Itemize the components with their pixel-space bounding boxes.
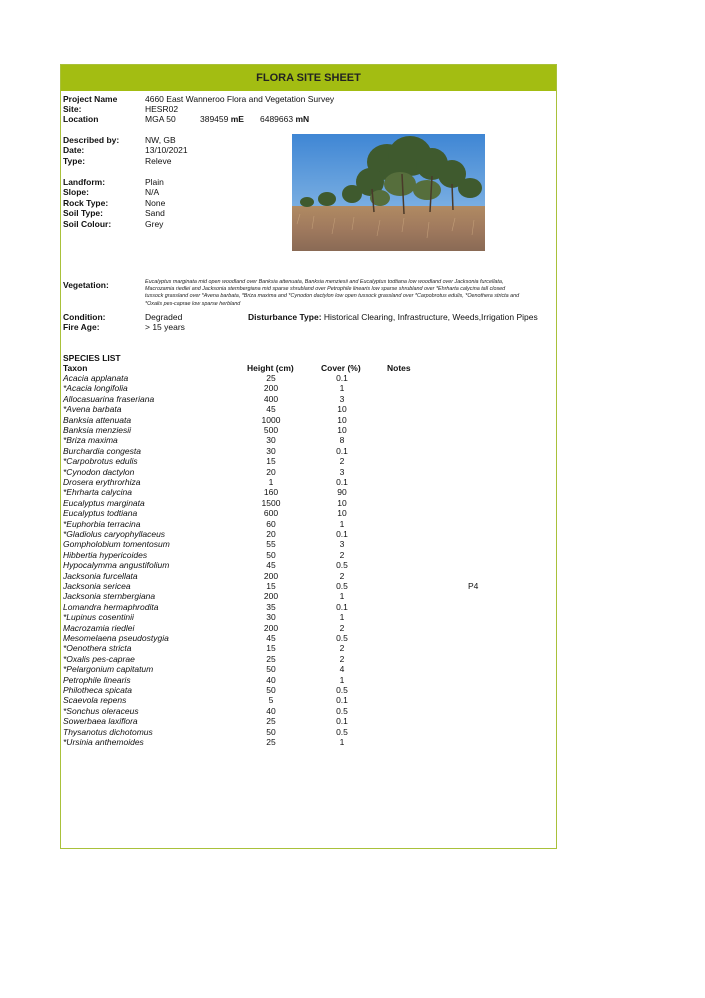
height-cell: 25 (266, 737, 276, 747)
site-photo (292, 134, 485, 251)
taxon-cell: Petrophile linearis (63, 674, 131, 685)
taxon-cell: *Sonchus oleraceus (63, 705, 139, 716)
height-cell: 1000 (261, 414, 281, 425)
taxon-cell: Jacksonia furcellata (63, 570, 138, 581)
taxon-cell: Hypocalymma angustifolium (63, 560, 170, 571)
date-value: 13/10/2021 (145, 145, 188, 155)
height-cell: 50 (266, 685, 276, 695)
cover-cell: 3 (339, 539, 345, 550)
taxon-cell: *Cynodon dactylon (63, 466, 135, 477)
taxon-cell: *Oenothera stricta (63, 643, 132, 654)
height-cell: 1 (268, 477, 274, 487)
cover-cell: 0.1 (336, 373, 348, 383)
table-row (63, 675, 543, 685)
table-row (63, 612, 543, 622)
cover-cell: 90 (337, 487, 347, 498)
height-cell: 30 (266, 445, 276, 456)
flora-site-sheet (60, 64, 557, 849)
taxon-cell: *Acacia longifolia (63, 383, 128, 394)
height-cell: 20 (266, 529, 276, 539)
taxon-cell: Banksia menziesii (63, 425, 132, 435)
date-label: Date: (63, 145, 85, 155)
cover-column-header: Cover (%) (321, 363, 361, 373)
fire-age-value: > 15 years (145, 322, 185, 332)
taxon-cell: Philotheca spicata (63, 685, 132, 695)
height-cell: 50 (266, 549, 276, 560)
cover-cell: 0.1 (336, 445, 348, 456)
sheet-title: FLORA SITE SHEET (61, 65, 556, 91)
cover-cell: 1 (339, 518, 345, 529)
cover-cell: 2 (339, 570, 345, 581)
table-row (63, 602, 543, 612)
taxon-cell: *Carpobrotus edulis (63, 456, 138, 467)
table-row (63, 477, 543, 487)
table-row (63, 550, 543, 560)
height-cell: 50 (266, 664, 276, 675)
location-easting: 389459 mE (200, 114, 244, 124)
rock-type-value: None (145, 198, 166, 208)
soil-type-value: Sand (145, 208, 165, 218)
table-row (63, 643, 543, 653)
cover-cell: 2 (339, 549, 345, 560)
height-cell: 45 (266, 560, 276, 571)
height-cell: 35 (266, 601, 276, 612)
table-row (63, 435, 543, 445)
height-cell: 40 (266, 705, 276, 716)
height-cell: 55 (266, 539, 276, 550)
location-datum: MGA 50 (145, 114, 176, 124)
table-row (63, 539, 543, 549)
taxon-cell: Macrozamia riedlei (63, 622, 135, 633)
taxon-cell: Scaevola repens (63, 695, 127, 706)
vegetation-label: Vegetation: (63, 280, 109, 290)
table-row (63, 581, 543, 591)
cover-cell: 1 (339, 591, 345, 602)
height-cell: 1500 (261, 497, 281, 508)
cover-cell: 1 (339, 612, 345, 623)
table-row (63, 727, 543, 737)
table-row (63, 529, 543, 539)
taxon-cell: Eucalyptus marginata (63, 497, 145, 508)
height-cell: 50 (266, 726, 276, 737)
cover-cell: 2 (339, 622, 345, 633)
project-name-label: Project Name (63, 94, 118, 104)
species-list-heading: SPECIES LIST (63, 353, 121, 363)
height-cell: 30 (266, 435, 276, 446)
taxon-cell: *Euphorbia terracina (63, 518, 141, 529)
cover-cell: 10 (337, 508, 347, 519)
table-row (63, 571, 543, 581)
disturbance-type: Disturbance Type: Historical Clearing, Infrastructure, Weeds,Irrigation Pipes (248, 312, 538, 322)
location-northing: 6489663 mN (260, 114, 310, 124)
fire-age-label: Fire Age: (63, 322, 100, 332)
site-value: HESR02 (145, 104, 179, 114)
table-row (63, 737, 543, 747)
vegetation-description: Eucalyptus marginata mid open woodland over Banksia attenuata, Banksia menziesii and Eucalyptus todtiana low woodland over Jacksonia furcellata, Macrozamia riedlei and Jacksonia sternbergiana mid sparse shrubland over Petrophile linearis low sparse shrubland over *Ehrharta calycina tall closed tussock grassland over *Avena barbata, *Briza maxima and *Cynodon dactylon low open tussock grassland over *Carpobrotus edulis, *Oenothera stricta and *Oxalis pes-caprae low sparse herbland (145, 279, 520, 307)
cover-cell: 4 (339, 664, 345, 675)
notes-column-header: Notes (387, 363, 411, 373)
cover-cell: 2 (339, 653, 345, 664)
height-cell: 200 (263, 570, 279, 581)
cover-cell: 0.5 (336, 560, 348, 571)
taxon-cell: *Pelargonium capitatum (63, 664, 154, 675)
cover-cell: 10 (337, 414, 347, 425)
cover-cell: 1 (339, 383, 345, 394)
site-label: Site: (63, 104, 82, 114)
table-row (63, 654, 543, 664)
taxon-cell: *Ursinia anthemoides (63, 737, 144, 747)
height-cell: 400 (263, 393, 279, 404)
cover-cell: 0.5 (336, 726, 348, 737)
table-row (63, 383, 543, 393)
taxon-cell: *Ehrharta calycina (63, 487, 132, 498)
table-row (63, 633, 543, 643)
taxon-cell: Jacksonia sternbergiana (63, 591, 156, 602)
project-name-value: 4660 East Wanneroo Flora and Vegetation Survey (145, 94, 335, 104)
height-cell: 25 (266, 716, 276, 727)
height-cell: 25 (266, 373, 276, 383)
table-row (63, 446, 543, 456)
taxon-cell: *Lupinus cosentinii (63, 612, 134, 623)
condition-value: Degraded (145, 312, 183, 322)
table-row (63, 498, 543, 508)
height-cell: 600 (263, 508, 279, 519)
table-row (63, 373, 543, 383)
table-row (63, 456, 543, 466)
table-row (63, 591, 543, 601)
table-row (63, 706, 543, 716)
taxon-cell: Mesomelaena pseudostygia (63, 633, 169, 643)
height-cell: 160 (263, 487, 279, 498)
height-cell: 200 (263, 383, 279, 394)
cover-cell: 0.1 (336, 695, 348, 706)
taxon-cell: Thysanotus dichotomus (63, 726, 153, 737)
table-row (63, 404, 543, 414)
height-cell: 500 (263, 425, 279, 435)
table-row (63, 623, 543, 633)
type-label: Type: (63, 156, 86, 166)
table-row (63, 716, 543, 726)
cover-cell: 0.5 (336, 685, 348, 695)
condition-label: Condition: (63, 312, 106, 322)
taxon-cell: Acacia applanata (63, 373, 129, 383)
location-label: Location (63, 114, 99, 124)
height-cell: 60 (266, 518, 276, 529)
cover-cell: 10 (337, 404, 347, 415)
cover-cell: 0.1 (336, 477, 348, 487)
table-row (63, 467, 543, 477)
table-row (63, 415, 543, 425)
table-row (63, 394, 543, 404)
height-cell: 200 (263, 591, 279, 602)
soil-type-label: Soil Type: (63, 208, 103, 218)
cover-cell: 0.1 (336, 529, 348, 539)
taxon-column-header: Taxon (63, 363, 88, 373)
taxon-cell: Allocasuarina fraseriana (63, 393, 155, 404)
taxon-cell: Burchardia congesta (63, 445, 141, 456)
taxon-cell: *Briza maxima (63, 435, 118, 446)
table-row (63, 560, 543, 570)
cover-cell: 0.1 (336, 601, 348, 612)
slope-label: Slope: (63, 187, 89, 197)
taxon-cell: Eucalyptus todtiana (63, 508, 138, 519)
height-cell: 45 (266, 633, 276, 643)
cover-cell: 10 (337, 497, 347, 508)
taxon-cell: Sowerbaea laxiflora (63, 716, 138, 727)
taxon-cell: *Avena barbata (63, 404, 122, 415)
cover-cell: 2 (339, 643, 345, 654)
taxon-cell: Hibbertia hypericoides (63, 549, 148, 560)
taxon-cell: Drosera erythrorhiza (63, 477, 141, 487)
cover-cell: 1 (339, 674, 345, 685)
table-row (63, 508, 543, 518)
height-cell: 5 (268, 695, 274, 706)
landform-label: Landform: (63, 177, 106, 187)
table-row (63, 519, 543, 529)
described-by-value: NW, GB (145, 135, 176, 145)
table-row (63, 685, 543, 695)
soil-colour-value: Grey (145, 219, 164, 229)
cover-cell: 0.1 (336, 716, 348, 727)
cover-cell: 2 (339, 456, 345, 467)
landform-value: Plain (145, 177, 164, 187)
type-value: Releve (145, 156, 172, 166)
cover-cell: 10 (337, 425, 347, 435)
taxon-cell: Jacksonia sericea (63, 581, 131, 591)
rock-type-label: Rock Type: (63, 198, 109, 208)
table-row (63, 695, 543, 705)
height-cell: 200 (263, 622, 279, 633)
slope-value: N/A (145, 187, 160, 197)
notes-cell: P4 (468, 581, 479, 591)
taxon-cell: *Oxalis pes-caprae (63, 653, 135, 664)
height-cell: 40 (266, 674, 276, 685)
taxon-cell: Banksia attenuata (63, 414, 132, 425)
taxon-cell: Gompholobium tomentosum (63, 539, 170, 550)
taxon-cell: *Gladiolus caryophyllaceus (63, 529, 166, 539)
cover-cell: 0.5 (336, 581, 348, 591)
table-row (63, 664, 543, 674)
cover-cell: 3 (339, 393, 345, 404)
table-row (63, 487, 543, 497)
cover-cell: 0.5 (336, 705, 348, 716)
cover-cell: 1 (339, 737, 345, 747)
height-cell: 20 (266, 466, 276, 477)
cover-cell: 0.5 (336, 633, 348, 643)
height-cell: 15 (266, 643, 276, 654)
soil-colour-label: Soil Colour: (63, 219, 112, 229)
height-cell: 45 (266, 404, 276, 415)
taxon-cell: Lomandra hermaphrodita (63, 601, 159, 612)
height-cell: 25 (266, 653, 276, 664)
height-cell: 15 (266, 456, 276, 467)
height-cell: 30 (266, 612, 276, 623)
table-row (63, 425, 543, 435)
height-column-header: Height (cm) (247, 363, 294, 373)
cover-cell: 8 (339, 435, 345, 446)
cover-cell: 3 (339, 466, 345, 477)
described-by-label: Described by: (63, 135, 120, 145)
height-cell: 15 (266, 581, 276, 591)
